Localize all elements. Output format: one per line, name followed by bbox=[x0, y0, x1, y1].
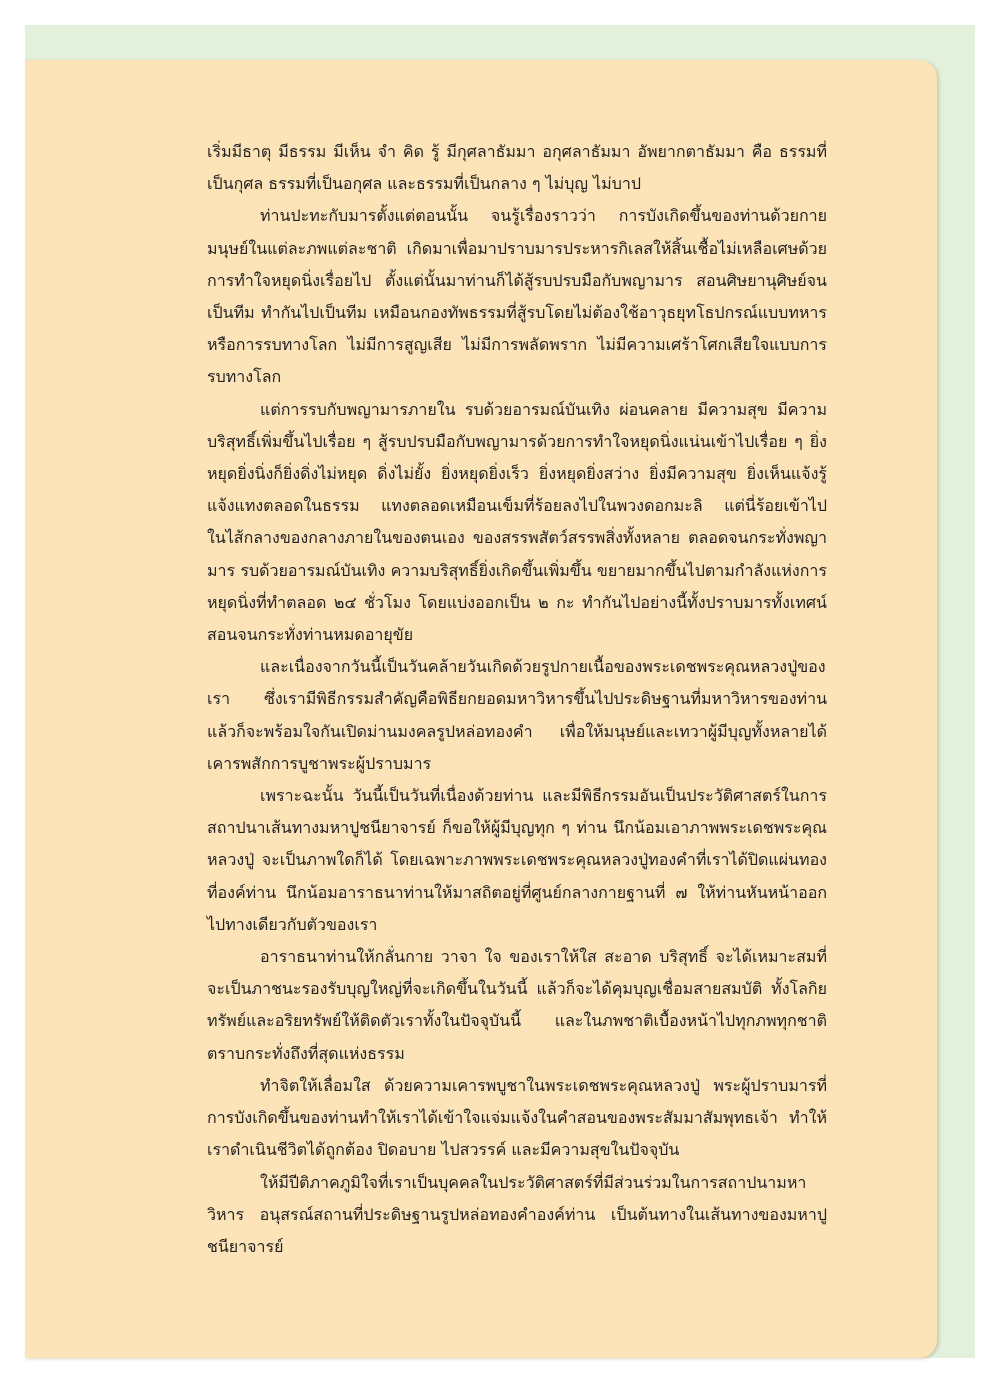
paragraph-2: ท่านปะทะกับมารตั้งแต่ตอนนั้น จนรู้เรื่องราวว่า การบังเกิดขึ้นของท่านด้วยกายมนุษย์ในแต่ละภพแต่ละชาติ เกิดมาเพื่อมาปราบมารประหารกิเลสให้สิ้นเชื้อไม่เหลือเศษด้วยการทำใจหยุดนิ่งเรื่อยไป ตั้งแต่นั้นมาท่านก็ได้สู้รบปรบมือกับพญามาร สอนศิษยานุศิษย์จนเป็นทีม ทำกันไปเป็นทีม เหมือนกองทัพธรรมที่สู้รบโดยไม่ต้องใช้อาวุธยุทโธปกรณ์แบบทหาร หรือการรบทางโลก ไม่มีการสูญเสีย ไม่มีการพลัดพราก ไม่มีความเศร้าโศกเสียใจแบบการรบทางโลก bbox=[207, 206, 827, 387]
document-body bbox=[207, 136, 827, 1263]
paragraph-5: เพราะฉะนั้น วันนี้เป็นวันที่เนื่องด้วยท่าน และมีพิธีกรรมอันเป็นประวัติศาสตร์ในการสถาปนาเส้นทางมหาปูชนียาจารย์ ก็ขอให้ผู้มีบุญทุก ๆ ท่าน นึกน้อมเอาภาพพระเดชพระคุณหลวงปู่ จะเป็นภาพใดก็ได้ โดยเฉพาะภาพพระเดชพระคุณหลวงปู่ทองคำที่เราได้ปิดแผ่นทองที่องค์ท่าน นึกน้อมอาราธนาท่านให้มาสถิตอยู่ที่ศูนย์กลางกายฐานที่ ๗ ให้ท่านหันหน้าออกไปทางเดียวกับตัวของเรา bbox=[207, 786, 827, 934]
paragraph-4: และเนื่องจากวันนี้เป็นวันคล้ายวันเกิดด้วยรูปกายเนื้อของพระเดชพระคุณหลวงปู่ของเรา ซึ่งเรามีพิธีกรรมสำคัญคือพิธียกยอดมหาวิหารขึ้นไปประดิษฐานที่มหาวิหารของท่าน แล้วก็จะพร้อมใจกันเปิดม่านมงคลรูปหล่อทองคำ เพื่อให้มนุษย์และเทวาผู้มีบุญทั้งหลายได้เคารพสักการบูชาพระผู้ปราบมาร bbox=[207, 657, 827, 773]
paragraph-1: เริ่มมีธาตุ มีธรรม มีเห็น จำ คิด รู้ มีกุศลาธัมมา อกุศลาธัมมา อัพยากตาธัมมา คือ ธรรมที่เป็นกุศล ธรรมที่เป็นอกุศล และธรรมที่เป็นกลาง ๆ ไม่บุญ ไม่บาป bbox=[207, 142, 827, 194]
paragraph-8: ให้มีปีติภาคภูมิใจที่เราเป็นบุคคลในประวัติศาสตร์ที่มีส่วนร่วมในการสถาปนามหาวิหาร อนุสรณ์สถานที่ประดิษฐานรูปหล่อทองคำองค์ท่าน เป็นต้นทางในเส้นทางของมหาปูชนียาจารย์ bbox=[207, 1172, 827, 1256]
paragraph-7: ทำจิตให้เลื่อมใส ด้วยความเคารพบูชาในพระเดชพระคุณหลวงปู่ พระผู้ปราบมารที่การบังเกิดขึ้นของท่านทำให้เราได้เข้าใจแจ่มแจ้งในคำสอนของพระสัมมาสัมพุทธเจ้า ทำให้เราดำเนินชีวิตได้ถูกต้อง ปิดอบาย ไปสวรรค์ และมีความสุขในปัจจุบัน bbox=[207, 1075, 827, 1160]
paragraph-6: อาราธนาท่านให้กลั่นกาย วาจา ใจ ของเราให้ใส สะอาด บริสุทธิ์ จะได้เหมาะสมที่จะเป็นภาชนะรองรับบุญใหญ่ที่จะเกิดขึ้นในวันนี้ แล้วก็จะได้คุมบุญเชื่อมสายสมบัติ ทั้งโลกิยทรัพย์และอริยทรัพย์ให้ติดตัวเราทั้งในปัจจุบันนี้ และในภพชาติเบื้องหน้าไปทุกภพทุกชาติตราบกระทั่งถึงที่สุดแห่งธรรม bbox=[207, 947, 827, 1063]
paragraph-3: แต่การรบกับพญามารภายใน รบด้วยอารมณ์บันเทิง ผ่อนคลาย มีความสุข มีความบริสุทธิ์เพิ่มขึ้นไปเรื่อย ๆ สู้รบปรบมือกับพญามารด้วยการทำใจหยุดนิ่งแน่นเข้าไปเรื่อย ๆ ยิ่งหยุดยิ่งนิ่งก็ยิ่งดิ่งไม่หยุด ดิ่งไม่ยั้ง ยิ่งหยุดยิ่งเร็ว ยิ่งหยุดยิ่งสว่าง ยิ่งมีความสุข ยิ่งเห็นแจ้งรู้แจ้งแทงตลอดในธรรม แทงตลอดเหมือนเข็มที่ร้อยลงไปในพวงดอกมะลิ แต่นี่ร้อยเข้าไปในไส้กลางของกลางภายในของตนเอง ของสรรพสัตว์สรรพสิ่งทั้งหลาย ตลอดจนกระทั่งพญามาร รบด้วยอารมณ์บันเทิง ความบริสุทธิ์ยิ่งเกิดขึ้นเพิ่มขึ้น ขยายมากขึ้นไปตามกำลังแห่งการหยุดนิ่งที่ทำตลอด ๒๔ ชั่วโมง โดยแบ่งออกเป็น ๒ กะ ทำกันไปอย่างนี้ทั้งปราบมารทั้งเทศน์สอนจนกระทั่งท่านหมดอายุขัย bbox=[207, 399, 827, 645]
